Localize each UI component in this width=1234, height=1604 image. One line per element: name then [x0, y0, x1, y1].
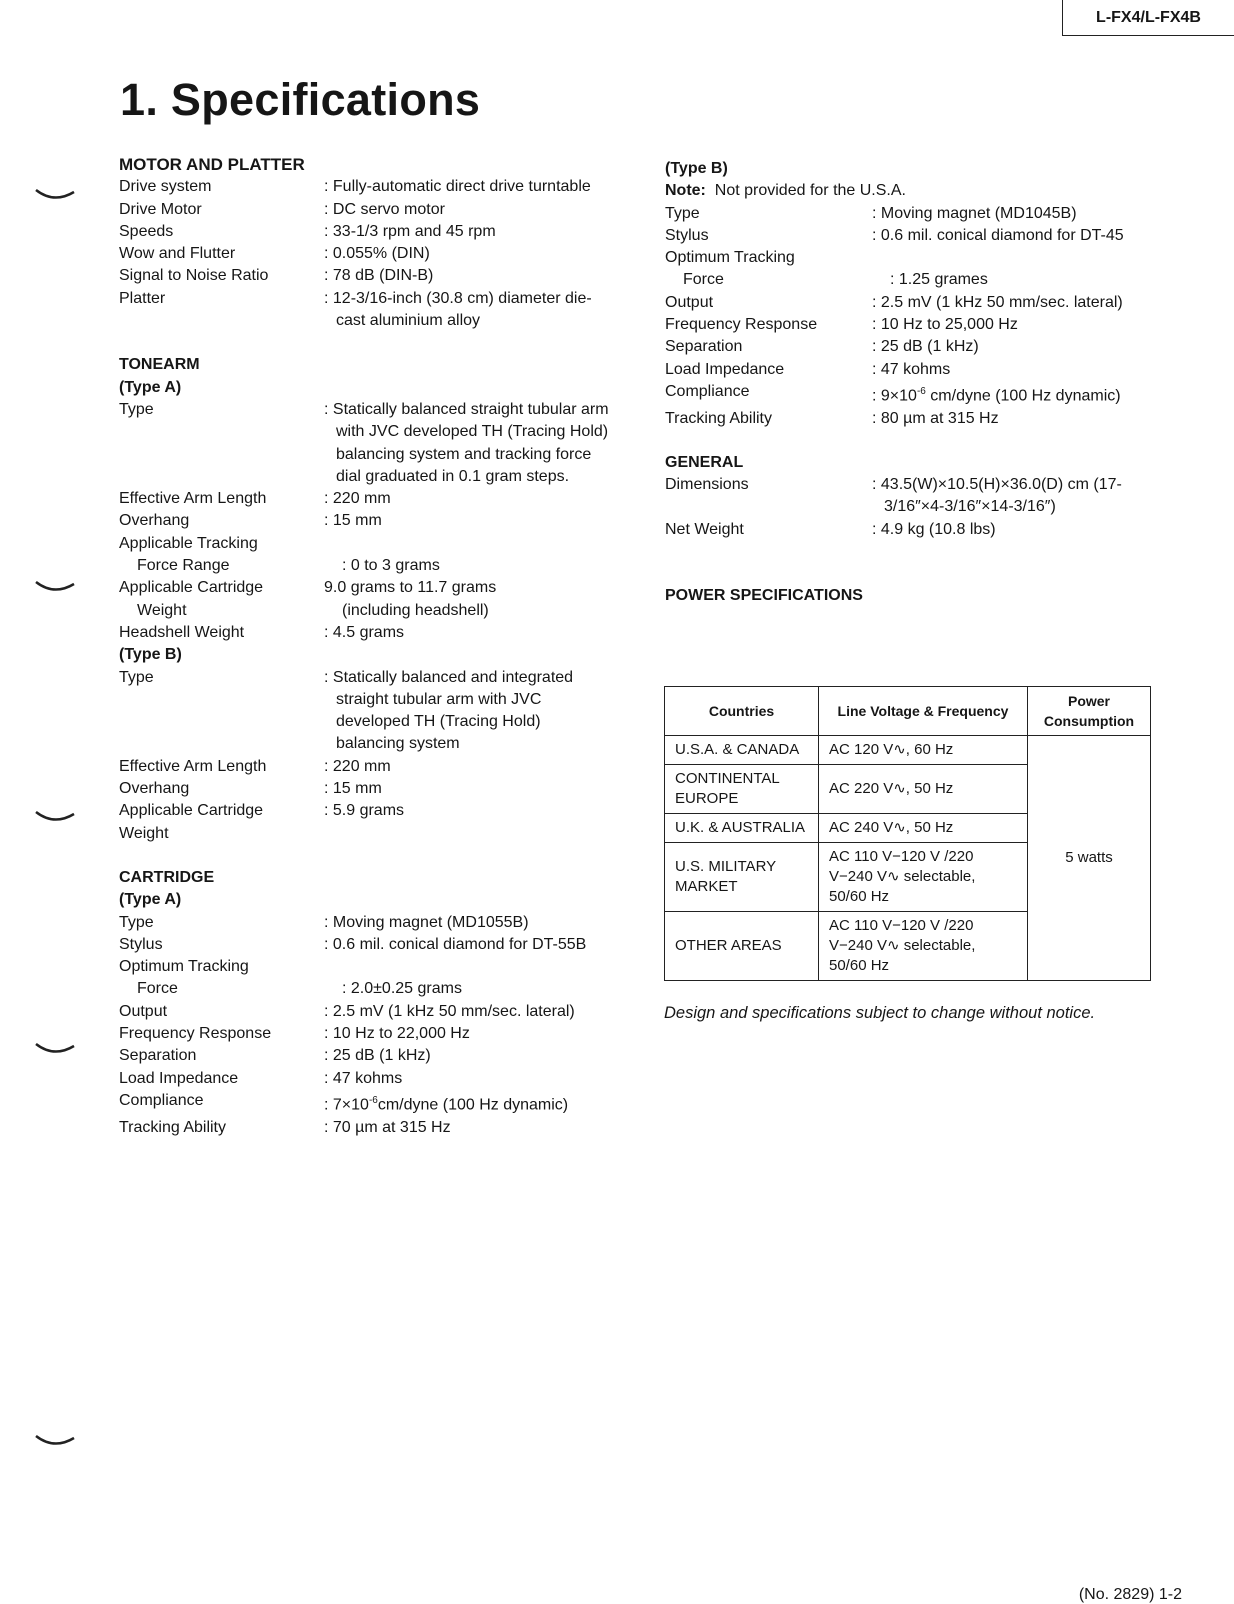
spec-value: : 25 dB (1 kHz)	[872, 338, 979, 356]
spec-label: Overhang	[119, 780, 190, 798]
spec-label: Drive Motor	[119, 200, 202, 218]
spec-label: Load Impedance	[119, 1069, 239, 1087]
spec-row	[119, 1001, 609, 1023]
spec-label: Wow and Flutter	[119, 245, 236, 263]
spec-row	[665, 314, 1165, 336]
country-cell: U.S.A. & CANADA	[665, 736, 819, 765]
spec-label: Force	[137, 980, 178, 998]
country-cell: CONTINENTAL EUROPE	[665, 765, 819, 814]
spec-row	[665, 203, 1165, 225]
spec-label: Type	[119, 913, 154, 931]
spec-row	[665, 269, 1165, 291]
tonearm-type-a-label: (Type A)	[119, 378, 182, 396]
column-header: Countries	[665, 687, 819, 736]
compliance-base: : 9×10	[872, 387, 917, 405]
spec-label: Compliance	[119, 1091, 204, 1109]
spec-value: : DC servo motor	[324, 200, 445, 218]
spec-row	[665, 225, 1165, 247]
spec-value: : 25 dB (1 kHz)	[324, 1047, 431, 1065]
spec-label: Headshell Weight	[119, 623, 245, 641]
table-header-row	[665, 687, 1151, 736]
column-header: Power Consumption	[1028, 687, 1151, 736]
spec-row	[119, 288, 609, 333]
spec-value: : 2.0±0.25 grams	[342, 980, 462, 998]
spec-row	[119, 510, 609, 532]
spec-label: Platter	[119, 289, 166, 307]
spec-value: 9.0 grams to 11.7 grams	[324, 579, 497, 597]
spec-value: : 0.6 mil. conical diamond for DT-55B	[324, 935, 587, 953]
compliance-unit: cm/dyne (100 Hz dynamic)	[377, 1096, 569, 1114]
spec-row	[119, 1090, 609, 1117]
spec-label: Optimum Tracking	[665, 249, 795, 267]
spec-row	[119, 667, 609, 756]
section-heading-tonearm: TONEARM	[119, 356, 200, 374]
binder-hole-mark	[34, 1040, 76, 1058]
spec-label: Effective Arm Length	[119, 490, 267, 508]
spec-value: : 0.6 mil. conical diamond for DT-45	[872, 226, 1124, 244]
note-text: Not provided for the U.S.A.	[714, 182, 906, 200]
spec-row	[119, 756, 609, 778]
spec-value: : 2.5 mV (1 kHz 50 mm/sec. lateral)	[872, 293, 1123, 311]
voltage-cell: AC 110 V−120 V /220 V−240 V∿ selectable, 50/60 Hz	[819, 843, 1028, 912]
compliance-base: : 7×10	[324, 1096, 369, 1114]
binder-hole-mark	[34, 1432, 76, 1450]
spec-value: : 80 µm at 315 Hz	[872, 409, 999, 427]
spec-label: Optimum Tracking	[119, 958, 249, 976]
spec-value: : 0.055% (DIN)	[324, 245, 430, 263]
spec-row	[119, 488, 609, 510]
binder-hole-mark	[34, 808, 76, 826]
note-label: Note:	[665, 182, 706, 200]
left-column	[119, 154, 609, 1139]
country-cell: OTHER AREAS	[665, 912, 819, 981]
spec-row	[119, 555, 609, 577]
spec-row	[665, 474, 1165, 519]
country-cell: U.K. & AUSTRALIA	[665, 814, 819, 843]
binder-hole-mark	[34, 578, 76, 596]
voltage-cell: AC 240 V∿, 50 Hz	[819, 814, 1028, 843]
spec-label: Signal to Noise Ratio	[119, 267, 269, 285]
voltage-cell: AC 120 V∿, 60 Hz	[819, 736, 1028, 765]
section-heading-motor-platter: MOTOR AND PLATTER	[119, 155, 305, 174]
spec-value: : 10 Hz to 22,000 Hz	[324, 1024, 470, 1042]
spec-value: : 43.5(W)×10.5(H)×36.0(D) cm (17-3/16″×4-3/16″×14-3/16″)	[872, 476, 1122, 516]
spec-value: : 1.25 grames	[890, 271, 988, 289]
spec-value: : 15 mm	[324, 512, 382, 530]
voltage-cell: AC 110 V−120 V /220 V−240 V∿ selectable, 50/60 Hz	[819, 912, 1028, 981]
compliance-exponent: -6	[916, 385, 926, 397]
spec-value: : 78 dB (DIN-B)	[324, 267, 434, 285]
binder-hole-mark	[34, 186, 76, 204]
spec-value: : 5.9 grams	[324, 802, 405, 820]
spec-label: Applicable Cartridge	[119, 579, 264, 597]
spec-label: Applicable Cartridge	[119, 802, 264, 820]
section-heading-general: GENERAL	[665, 453, 744, 471]
section-heading-cartridge: CARTRIDGE	[119, 868, 215, 886]
spec-value: : 4.5 grams	[324, 623, 405, 641]
spec-value: : 220 mm	[324, 490, 391, 508]
spec-row	[665, 519, 1165, 541]
spec-row	[119, 1045, 609, 1067]
spec-row	[665, 359, 1165, 381]
spec-label: Net Weight	[665, 520, 744, 538]
spec-label: Frequency Response	[119, 1024, 272, 1042]
spec-label: Weight	[119, 824, 169, 842]
spec-value: : 4.9 kg (10.8 lbs)	[872, 520, 996, 538]
spec-label: Separation	[665, 338, 743, 356]
country-cell: U.S. MILITARY MARKET	[665, 843, 819, 912]
spec-value: : 47 kohms	[324, 1069, 403, 1087]
spec-label: Separation	[119, 1047, 197, 1065]
spec-label: Tracking Ability	[119, 1118, 226, 1136]
spec-row	[665, 247, 1165, 269]
spec-label: Compliance	[665, 382, 750, 400]
spec-value: : Moving magnet (MD1045B)	[872, 204, 1077, 222]
page-title: 1. Specifications	[120, 74, 481, 125]
spec-value	[324, 1090, 609, 1117]
spec-value: : 10 Hz to 25,000 Hz	[872, 316, 1018, 334]
spec-row	[119, 199, 609, 221]
spec-label: Type	[665, 204, 700, 222]
disclaimer-note: Design and specifications subject to change without notice.	[664, 1004, 1096, 1022]
spec-label: Stylus	[119, 935, 163, 953]
spec-row	[119, 533, 609, 555]
spec-value: : 2.5 mV (1 kHz 50 mm/sec. lateral)	[324, 1002, 575, 1020]
spec-value: : Statically balanced straight tubular arm with JVC developed TH (Tracing Hold) balancing system and tracking force dial graduated in 0.1 gram steps.	[324, 400, 609, 485]
consumption-cell: 5 watts	[1028, 736, 1151, 981]
model-number-box: L-FX4/L-FX4B	[1062, 0, 1234, 36]
spec-row	[665, 336, 1165, 358]
table-row	[665, 736, 1151, 765]
spec-row	[119, 1117, 609, 1139]
spec-label: Force Range	[137, 557, 230, 575]
spec-label: Effective Arm Length	[119, 757, 267, 775]
spec-row	[119, 778, 609, 800]
spec-row	[119, 800, 609, 822]
spec-value	[872, 381, 1165, 408]
spec-label: Type	[119, 668, 154, 686]
page-footer: (No. 2829) 1-2	[1078, 1586, 1182, 1603]
spec-row	[665, 381, 1165, 408]
spec-value: : 0 to 3 grams	[342, 557, 440, 575]
spec-label: Speeds	[119, 222, 174, 240]
voltage-cell: AC 220 V∿, 50 Hz	[819, 765, 1028, 814]
compliance-exponent: -6	[368, 1094, 378, 1106]
spec-row	[665, 408, 1165, 430]
spec-label: Force	[683, 271, 724, 289]
spec-value: : Moving magnet (MD1055B)	[324, 913, 529, 931]
spec-row	[119, 912, 609, 934]
spec-label: Dimensions	[665, 476, 749, 494]
spec-row	[119, 622, 609, 644]
spec-row	[119, 265, 609, 287]
spec-value: : 220 mm	[324, 757, 391, 775]
column-header: Line Voltage & Frequency	[819, 687, 1028, 736]
spec-label: Stylus	[665, 226, 709, 244]
spec-label: Tracking Ability	[665, 409, 772, 427]
spec-value: : Fully-automatic direct drive turntable	[324, 178, 591, 196]
spec-row	[119, 823, 609, 845]
cartridge-type-a-label: (Type A)	[119, 891, 182, 909]
spec-value: : 47 kohms	[872, 360, 951, 378]
section-heading-power: POWER SPECIFICATIONS	[665, 587, 863, 605]
spec-label: Drive system	[119, 178, 212, 196]
spec-label: Load Impedance	[665, 360, 785, 378]
tonearm-type-b-label: (Type B)	[119, 646, 182, 664]
spec-row	[119, 934, 609, 956]
right-column	[665, 158, 1165, 607]
spec-label: Applicable Tracking	[119, 534, 258, 552]
spec-label: Weight	[137, 601, 187, 619]
spec-row	[119, 176, 609, 198]
spec-label: Output	[119, 1002, 168, 1020]
spec-label: Output	[665, 293, 714, 311]
spec-label: Type	[119, 400, 154, 418]
spec-value: : 12-3/16-inch (30.8 cm) diameter die-cast aluminium alloy	[324, 289, 592, 330]
spec-value: (including headshell)	[342, 601, 489, 619]
spec-value: : 70 µm at 315 Hz	[324, 1118, 451, 1136]
spec-value: : Statically balanced and integrated straight tubular arm with JVC developed TH (Tracing Hold) balancing system	[324, 668, 574, 753]
spec-row	[119, 1068, 609, 1090]
spec-row	[119, 243, 609, 265]
spec-row	[119, 978, 609, 1000]
spec-label: Frequency Response	[665, 316, 818, 334]
spec-row	[119, 577, 609, 599]
note	[665, 180, 1165, 202]
spec-row	[119, 1023, 609, 1045]
spec-value: : 33-1/3 rpm and 45 rpm	[324, 222, 496, 240]
spec-row	[119, 221, 609, 243]
spec-label: Overhang	[119, 512, 190, 530]
cartridge-type-b-label: (Type B)	[665, 160, 728, 177]
motor-platter-specs	[119, 176, 609, 332]
power-specifications-table	[664, 686, 1151, 981]
spec-row	[119, 956, 609, 978]
spec-value: : 15 mm	[324, 780, 382, 798]
spec-row	[119, 399, 609, 488]
spec-row	[665, 292, 1165, 314]
compliance-unit: cm/dyne (100 Hz dynamic)	[925, 387, 1121, 405]
spec-row	[119, 600, 609, 622]
